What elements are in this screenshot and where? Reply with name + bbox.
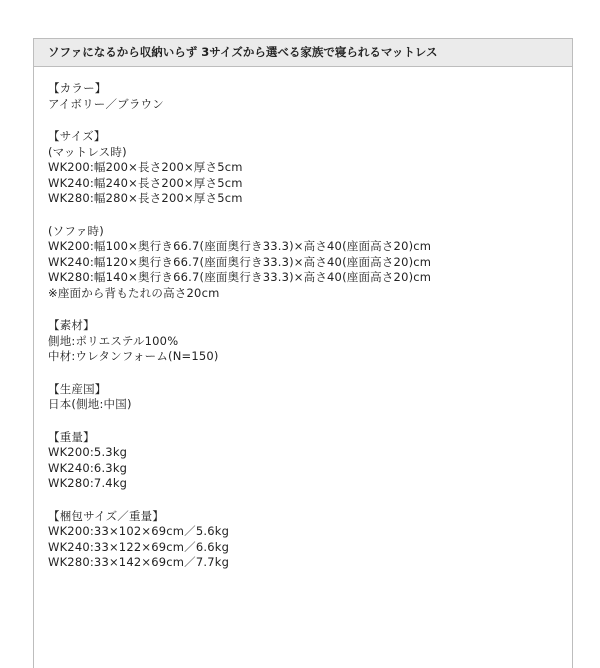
material-line: 側地:ポリエステル100% — [48, 333, 179, 348]
size-mattress-line: WK280:幅280×長さ200×厚さ5cm — [48, 191, 243, 205]
spec-body — [34, 67, 572, 571]
size-sofa-line: WK240:幅120×奥行き66.7(座面奥行き33.3)×高さ40(座面高さ20)cm — [48, 254, 432, 269]
weight-heading: 【重量】 — [48, 429, 95, 444]
size-mattress-line: WK200:幅200×長さ200×厚さ5cm — [48, 160, 243, 174]
weight-line: WK280:7.4kg — [48, 476, 128, 490]
package-heading: 【梱包サイズ／重量】 — [48, 508, 165, 523]
size-sofa-section — [48, 224, 572, 302]
material-section — [48, 318, 572, 365]
package-line: WK200:33×102×69cm／5.6kg — [48, 524, 230, 538]
color-value: アイボリー／ブラウン — [48, 96, 164, 111]
origin-line: 日本(側地:中国) — [48, 397, 132, 411]
weight-section — [48, 430, 572, 492]
package-line: WK240:33×122×69cm／6.6kg — [48, 539, 230, 554]
material-line: 中材:ウレタンフォーム(N=150) — [48, 349, 219, 363]
size-sofa-line: WK280:幅140×奥行き66.7(座面奥行き33.3)×高さ40(座面高さ20)cm — [48, 270, 432, 284]
material-heading: 【素材】 — [48, 318, 95, 332]
spec-panel — [33, 38, 573, 668]
package-line: WK280:33×142×69cm／7.7kg — [48, 555, 230, 569]
origin-section — [48, 382, 572, 413]
size-mattress-section — [48, 129, 572, 207]
size-heading: 【サイズ】 — [48, 129, 106, 143]
color-section — [48, 81, 572, 112]
color-heading: 【カラー】 — [48, 81, 107, 95]
origin-heading: 【生産国】 — [48, 381, 107, 396]
weight-line: WK240:6.3kg — [48, 460, 128, 475]
package-section — [48, 509, 572, 571]
weight-line: WK200:5.3kg — [48, 445, 128, 459]
size-mattress-line: WK240:幅240×長さ200×厚さ5cm — [48, 175, 243, 190]
size-sofa-note: ※座面から背もたれの高さ20cm — [48, 285, 220, 300]
size-mattress-label: (マットレス時) — [48, 144, 127, 159]
spec-header-title: ソファになるから収納いらず 3サイズから選べる家族で寝られるマットレス — [34, 39, 572, 67]
size-sofa-label: (ソファ時) — [48, 223, 104, 238]
size-sofa-line: WK200:幅100×奥行き66.7(座面奥行き33.3)×高さ40(座面高さ20)cm — [48, 239, 432, 253]
